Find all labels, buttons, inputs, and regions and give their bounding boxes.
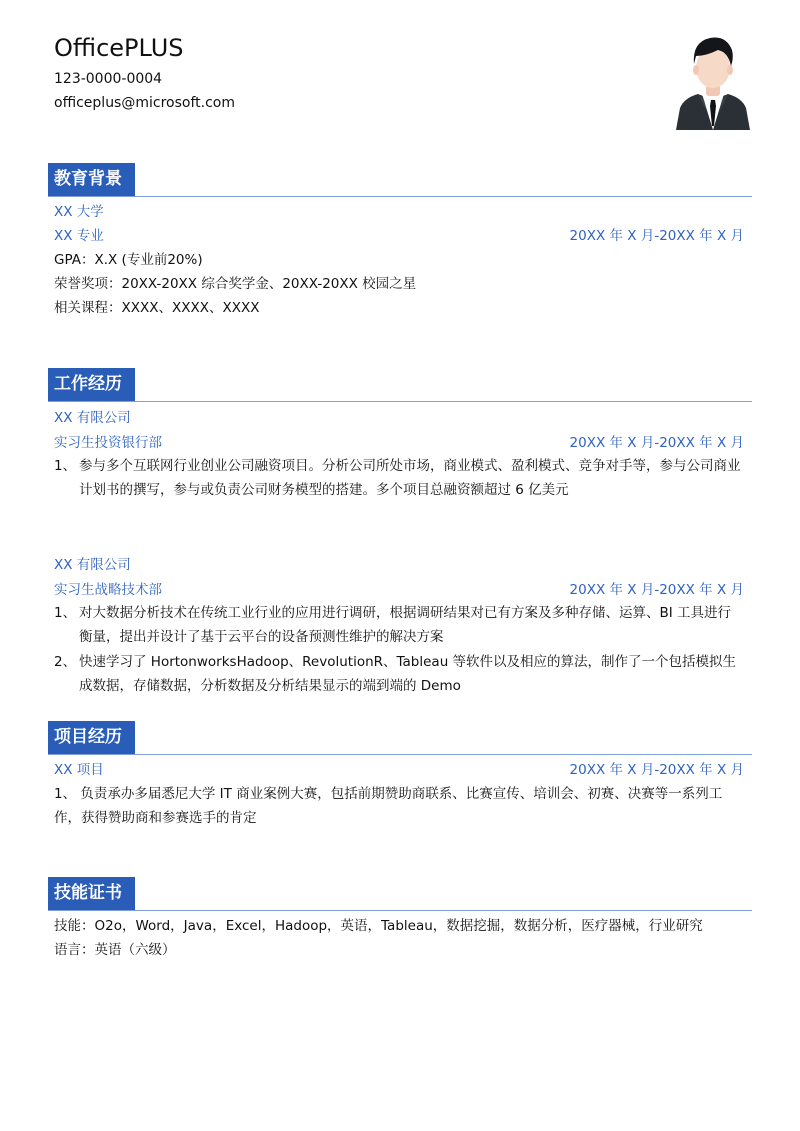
role-row	[54, 580, 744, 600]
bullet-text: 1、 负责承办多届悉尼大学 IT 商业案例大赛，包括前期赞助商联系、比赛宣传、培训会、初赛、决赛等一系列工作，获得赞助商和参赛选手的肯定	[54, 786, 723, 826]
education-header	[48, 163, 752, 197]
project-bullet	[54, 782, 744, 830]
major-name: XX 专业	[54, 228, 104, 244]
project-header	[48, 721, 752, 755]
project-section	[48, 721, 752, 831]
project-date: 20XX 年 X 月-20XX 年 X 月	[569, 762, 744, 778]
section-divider	[48, 196, 752, 197]
section-divider	[48, 754, 752, 755]
job-bullet	[54, 601, 744, 649]
awards-line: 荣誉奖项：20XX-20XX 综合奖学金、20XX-20XX 校园之星	[54, 276, 417, 292]
company-name: XX 有限公司	[54, 557, 131, 573]
job-bullet	[54, 454, 744, 502]
section-title: 工作经历	[48, 368, 135, 401]
email-address: officeplus@microsoft.com	[54, 95, 235, 111]
bullet-text: 快速学习了 HortonworksHadoop、RevolutionR、Tableau 等软件以及相应的算法，制作了一个包括模拟生成数据，存储数据，分析数据及分析结果显示的端到端的 Demo	[79, 654, 737, 694]
job-date: 20XX 年 X 月-20XX 年 X 月	[569, 435, 744, 451]
bullet-text: 参与多个互联网行业创业公司融资项目。分析公司所处市场，商业模式、盈利模式、竞争对手等，参与公司商业计划书的撰写，参与或负责公司财务模型的搭建。多个项目总融资额超过 6 亿美元	[79, 458, 741, 498]
bullet-number: 2、	[54, 654, 77, 670]
candidate-name: OfficePLUS	[54, 34, 184, 62]
role-row	[54, 433, 744, 453]
work-header	[48, 368, 752, 402]
language-line: 语言：英语（六级）	[54, 942, 176, 958]
bullet-number: 1、	[54, 458, 77, 474]
section-divider	[48, 401, 752, 402]
section-title: 技能证书	[48, 877, 135, 910]
work-section	[48, 368, 752, 708]
gpa-line: GPA：X.X (专业前20%)	[54, 252, 203, 268]
section-divider	[48, 910, 752, 911]
bullet-text: 对大数据分析技术在传统工业行业的应用进行调研，根据调研结果对已有方案及多种存储、运算、BI 工具进行衡量，提出并设计了基于云平台的设备预测性维护的解决方案	[79, 605, 732, 645]
job-bullet	[54, 650, 744, 698]
education-date: 20XX 年 X 月-20XX 年 X 月	[569, 228, 744, 244]
avatar	[674, 30, 752, 130]
phone-number: 123-0000-0004	[54, 71, 163, 87]
skills-section	[48, 877, 752, 967]
section-title: 项目经历	[48, 721, 135, 754]
skills-header	[48, 877, 752, 911]
project-name: XX 项目	[54, 762, 104, 778]
project-row	[54, 760, 744, 780]
job-date: 20XX 年 X 月-20XX 年 X 月	[569, 582, 744, 598]
role-name: 实习生投资银行部	[54, 435, 162, 451]
major-row	[54, 226, 744, 246]
role-name: 实习生战略技术部	[54, 582, 162, 598]
courses-line: 相关课程：XXXX、XXXX、XXXX	[54, 300, 260, 316]
bullet-number: 1、	[54, 605, 77, 621]
section-title: 教育背景	[48, 163, 135, 196]
company-name: XX 有限公司	[54, 410, 131, 426]
skills-line: 技能：O2o，Word，Java，Excel，Hadoop，英语，Tableau，数据挖掘，数据分析，医疗器械，行业研究	[54, 918, 703, 934]
school-name: XX 大学	[54, 204, 104, 220]
education-section	[48, 163, 752, 323]
